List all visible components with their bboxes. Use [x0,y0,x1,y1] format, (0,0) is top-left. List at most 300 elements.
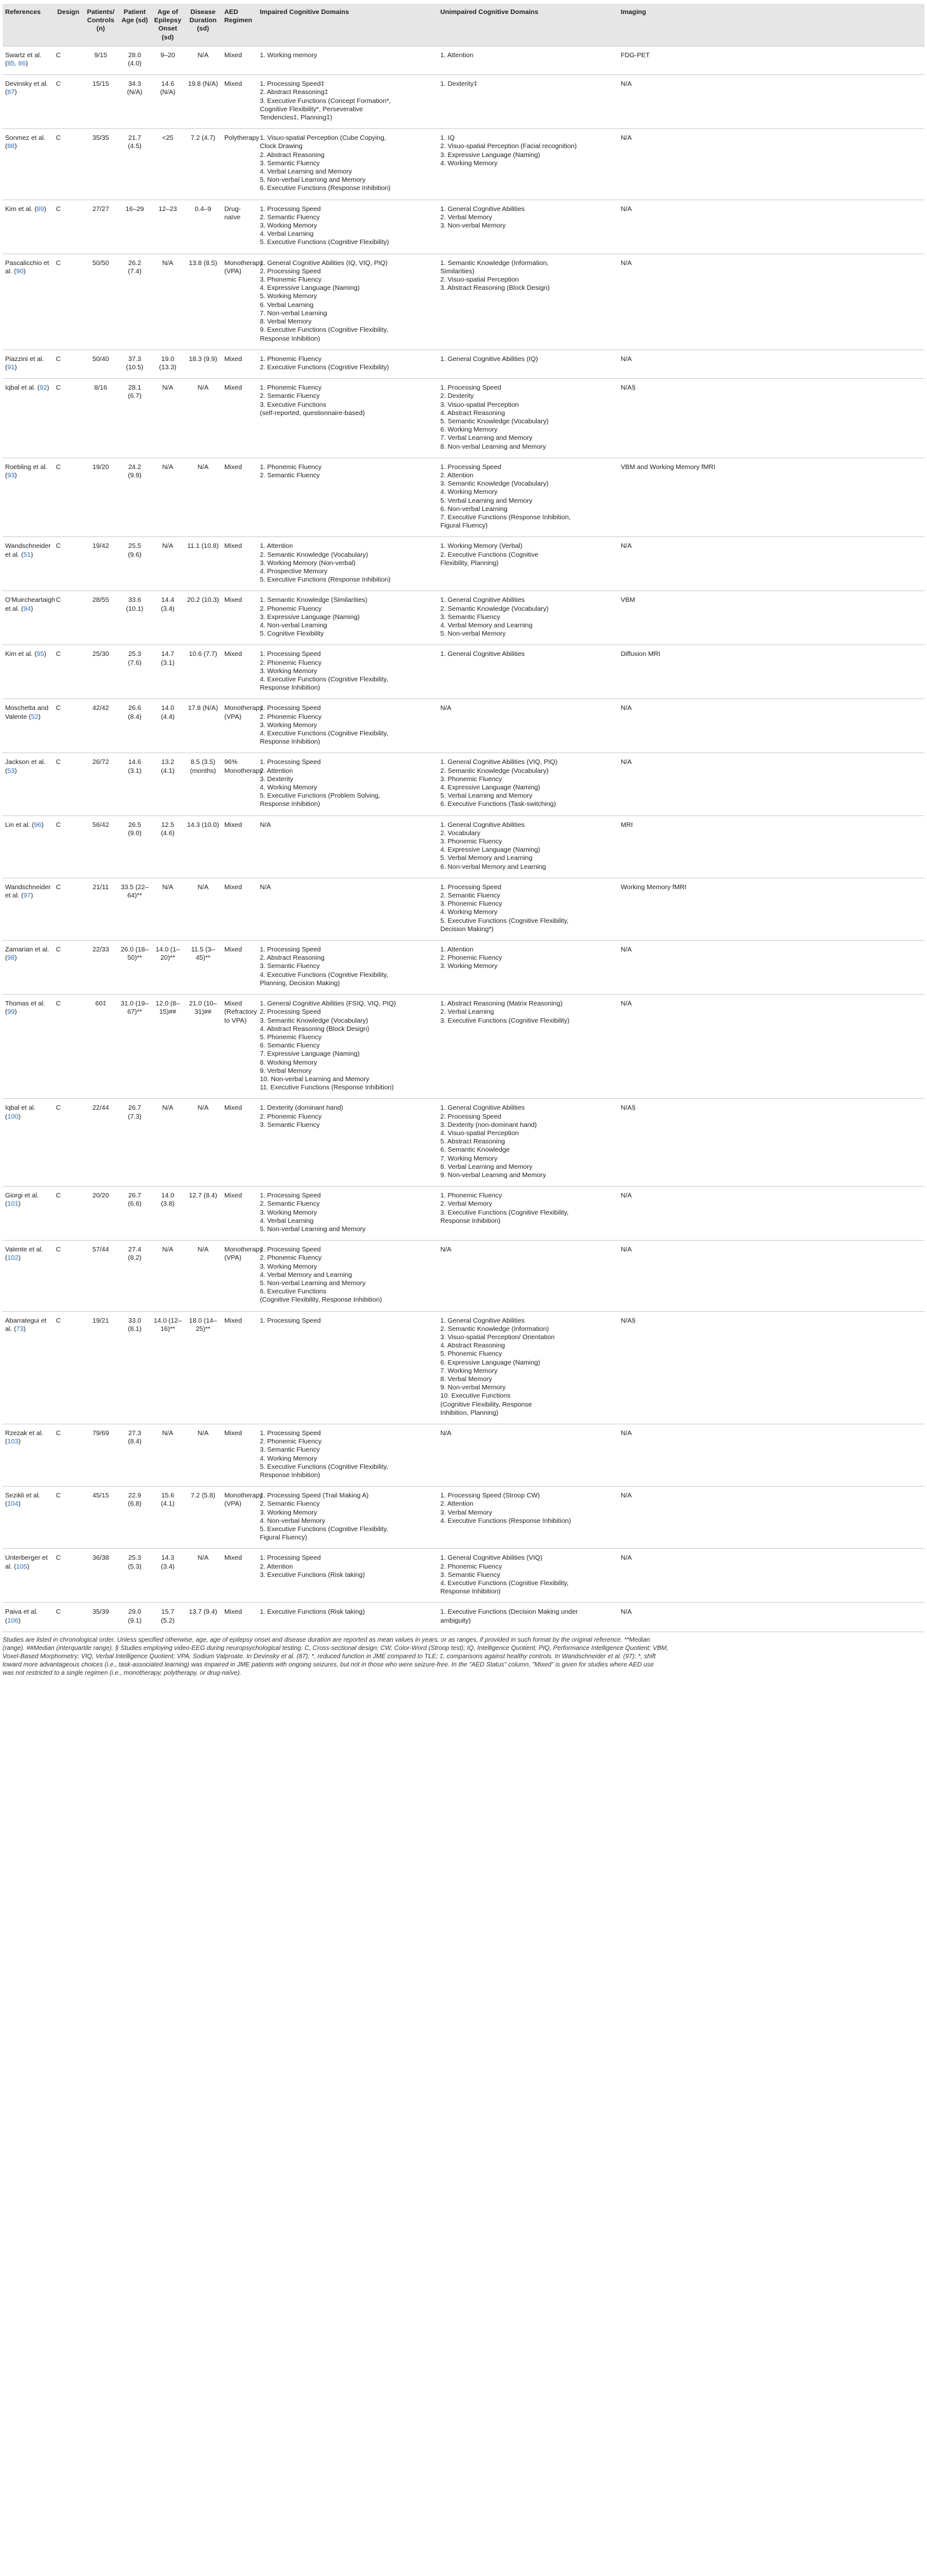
domain-item: 5. Verbal Learning and Memory [440,793,532,800]
domain-item: 2. Semantic Fluency [260,1501,320,1508]
domain-item: Response Inhibition) [260,1472,320,1480]
domain-item: N/A [260,883,271,891]
design-cell: C [53,1424,83,1487]
unimpaired-domains-cell [438,753,618,815]
domain-item: 5. Non-verbal Learning and Memory [260,177,366,184]
domain-item: 1. Attention [260,543,293,550]
reference-link[interactable]: 98 [7,955,15,962]
table-row [3,753,924,815]
impaired-domains-cell [257,1603,438,1632]
unimpaired-domains-list [440,463,616,531]
domain-item: 2. Verbal Memory [440,214,492,221]
domain-item: 3. Phonemic Fluency [260,276,322,284]
column-header: References [3,4,53,46]
impaired-domains-list [260,1608,435,1616]
epilepsy-onset-cell: 12.5 (4.6) [151,815,184,878]
table-row [3,878,924,940]
reference-authors: Jackson et al. [5,759,46,767]
domain-item: 6. Verbal Learning [260,301,314,309]
domain-item: 10. Executive Functions [440,1393,511,1400]
column-header: Patient Age (sd) [118,4,151,46]
reference-link[interactable]: 87 [7,89,15,97]
header-row [3,4,924,46]
unimpaired-domains-list [440,650,616,658]
unimpaired-domains-cell [438,645,618,699]
domain-item: 3. Executive Functions (Risk taking) [260,1571,365,1579]
imaging-cell: Working Memory fMRI [618,878,924,940]
imaging-cell: N/A [618,1603,924,1632]
unimpaired-domains-list [440,355,616,364]
impaired-domains-cell [257,995,438,1099]
domain-item: 2. Verbal Learning [440,1009,494,1016]
domain-item: 3. Executive Functions (Cognitive Flexibility, [440,1209,569,1216]
reference-link[interactable]: 102 [7,1255,18,1262]
impaired-domains-cell [257,350,438,378]
reference-authors: Giorgi et al. [5,1192,39,1200]
reference-link[interactable]: 85, 86 [7,60,26,68]
design-cell: C [53,941,83,995]
domain-item: 4. Verbal Memory and Learning [440,622,532,629]
table-row [3,815,924,878]
domain-item: 5. Executive Functions (Cognitive Flexibility, [440,917,569,925]
unimpaired-domains-list [440,1246,616,1254]
column-header: Unimpaired Cognitive Domains [438,4,618,46]
domain-item: 7. Non-verbal Learning [260,310,327,317]
disease-duration-cell: N/A [184,458,222,537]
reference-link[interactable]: 105 [16,1563,27,1571]
reference-link[interactable]: 91 [7,364,15,371]
impaired-domains-list [260,758,435,808]
domain-item: 4. Non-verbal Memory [260,1517,325,1525]
patients-controls-cell: 19/42 [83,537,118,591]
domain-item: 3. Dexterity (non-dominant hand) [440,1121,537,1129]
unimpaired-domains-list [440,704,616,712]
unimpaired-domains-cell [438,1549,618,1603]
domain-item: Response Inhibition) [260,685,320,692]
patients-controls-cell: 27/27 [83,200,118,254]
domain-item: 1. Processing Speed [440,385,501,392]
imaging-cell: Diffusion MRI [618,645,924,699]
patients-controls-cell: 21/11 [83,878,118,940]
reference-link[interactable]: 92 [39,385,47,392]
reference-cell: Paiva et al. (106) [3,1603,53,1632]
aed-regimen-cell: Mixed [222,458,257,537]
domain-item: 6. Non-verbal Memory and Learning [440,863,546,871]
domain-item: 9. Executive Functions (Cognitive Flexibility, [260,327,388,334]
footnote-line: Voxel-Based Morphometry; VIQ, Verbal Intelligence Quotient; VPA, Sodium Valproate. In Devinsky et al. (87): *, reduced function in JME compared to TLE; ‡, comparisons against healthy controls. In Wandschneider et al. (97): *, shift [3,1653,656,1660]
impaired-domains-list [260,463,435,480]
table-row [3,129,924,200]
domain-item: 3. Executive Functions [260,401,327,409]
domain-item: 1. Dexterity‡ [440,81,478,88]
domain-item: 4. Expressive Language (Naming) [260,285,360,292]
impaired-domains-list [260,1429,435,1480]
reference-link[interactable]: 88 [7,143,15,151]
disease-duration-cell: 13.7 (9.4) [184,1603,222,1632]
unimpaired-domains-list [440,758,616,808]
impaired-domains-list [260,1104,435,1129]
reference-authors: Kim et al. [5,205,33,213]
table-row [3,1424,924,1487]
domain-item: 8. Verbal Memory [260,318,312,326]
domain-item: 3. Semantic Fluency [260,160,320,167]
impaired-domains-cell [257,254,438,350]
table-row [3,200,924,254]
impaired-domains-cell [257,379,438,458]
patients-controls-cell: 35/39 [83,1603,118,1632]
impaired-domains-cell [257,1549,438,1603]
design-cell: C [53,591,83,645]
impaired-domains-list [260,1000,435,1092]
reference-authors: Unterberger et al. [5,1555,48,1571]
domain-item: 8. Verbal Memory [440,1376,492,1384]
domain-item: 4. Non-verbal Learning [260,622,327,629]
unimpaired-domains-cell [438,537,618,591]
reference-link[interactable]: 101 [7,1201,18,1208]
disease-duration-cell: 8.5 (3.5) (months) [184,753,222,815]
domain-item: Response Inhibition) [260,335,320,343]
unimpaired-domains-list [440,946,616,971]
domain-item: 1. Processing Speed [260,1430,321,1438]
aed-regimen-cell: Mixed [222,1424,257,1487]
reference-authors: Devinsky et al. [5,81,48,88]
domain-item: 1. General Cognitive Abilities [440,1105,525,1112]
reference-link[interactable]: 53 [7,767,15,775]
epilepsy-onset-cell: N/A [151,1424,184,1487]
footnote-line: was not restricted to a single regimen (i.e., monotherapy, polytherapy, or drug-naïve). [3,1669,241,1677]
domain-item: 1. General Cognitive Abilities (FSIQ, VIQ, PIQ) [260,1000,396,1008]
domain-item: 2. Semantic Knowledge (Vocabulary) [440,605,549,613]
design-cell: C [53,200,83,254]
reference-authors: Lin et al. [5,821,30,829]
domain-item: 6. Working Memory [440,426,497,434]
epilepsy-onset-cell: 13.2 (4.1) [151,753,184,815]
domain-item: 2. Semantic Fluency [260,393,320,400]
unimpaired-domains-list [440,1429,616,1438]
domain-item: 3. Visuo-spatial Perception [440,401,519,409]
patients-controls-cell: 56/42 [83,815,118,878]
domain-item: 4. Verbal Learning and Memory [260,168,352,176]
aed-regimen-cell: Mixed (Refractory to VPA) [222,995,257,1099]
design-cell: C [53,350,83,378]
epilepsy-onset-cell: N/A [151,537,184,591]
impaired-domains-list [260,384,435,418]
domain-item: 2. Visuo-spatial Perception (Facial recognition) [440,143,577,151]
domain-item: (self-reported, questionnaire-based) [260,409,365,417]
reference-cell: Swartz et al. (85, 86) [3,46,53,74]
reference-link[interactable]: 99 [7,1009,15,1016]
domain-item: 5. Executive Functions (Response Inhibition) [260,576,391,584]
domain-item: 2. Vocabulary [440,829,480,837]
reference-authors: O'Muircheartaigh et al. [5,597,55,613]
patient-age-cell: 16–29 [118,200,151,254]
domain-item: 2. Attention [440,1501,473,1508]
patients-controls-cell: 19/21 [83,1311,118,1424]
domain-item: 1. Working memory [260,51,317,59]
domain-item: 1. General Cognitive Abilities [440,205,525,213]
disease-duration-cell: 21.0 (10–31)## [184,995,222,1099]
design-cell: C [53,254,83,350]
reference-cell: Pascalicchio et al. (90) [3,254,53,350]
unimpaired-domains-list [440,259,616,293]
disease-duration-cell: 12.7 (8.4) [184,1187,222,1241]
reference-link[interactable]: 94 [23,605,31,613]
reference-authors: Iqbal et al. [5,385,36,392]
unimpaired-domains-cell [438,1241,618,1311]
domain-item: Response Inhibition) [260,801,320,808]
patient-age-cell: 34.3 (N/A) [118,75,151,129]
design-cell: C [53,699,83,753]
impaired-domains-list [260,1192,435,1234]
domain-item: 1. Executive Functions (Risk taking) [260,1609,365,1616]
domain-item: 1. Processing Speed [440,463,501,471]
reference-cell: Iqbal et al. (100) [3,1099,53,1187]
footnote-line: toward more advantageous choices (i.e., task-associated learning) was impaired in JME patients with ongoing seizures, but not in those who were seizure-free. In the "AED Status" column, "Mixed" is given for studies where AED use [3,1661,654,1668]
imaging-cell: N/A [618,1424,924,1487]
reference-cell: Kim et al. (89) [3,200,53,254]
epilepsy-onset-cell: 15.7 (5.2) [151,1603,184,1632]
domain-item: 5. Non-verbal Memory [440,630,506,638]
domain-item: 3. Executive Functions (Cognitive Flexibility) [440,1017,570,1025]
domain-item: Inhibition, Planning) [440,1409,499,1417]
patients-controls-cell: 45/15 [83,1487,118,1549]
reference-link[interactable]: 73 [16,1325,24,1333]
unimpaired-domains-cell [438,379,618,458]
domain-item: 4. Executive Functions (Cognitive Flexibility, [440,1580,569,1588]
reference-link[interactable]: 95 [36,651,44,658]
disease-duration-cell: 18.0 (14–25)** [184,1311,222,1424]
impaired-domains-cell [257,1311,438,1424]
domain-item: Similarities) [440,268,475,275]
unimpaired-domains-cell [438,350,618,378]
domain-item: 1. Visuo-spatial Perception (Cube Copying, [260,135,386,142]
impaired-domains-list [260,259,435,343]
unimpaired-domains-list [440,596,616,638]
domain-item: 1. General Cognitive Abilities [440,597,525,604]
reference-link[interactable]: 51 [23,551,31,559]
domain-item: 3. Phonemic Fluency [440,775,503,783]
reference-link[interactable]: 96 [34,821,42,829]
domain-item: 1. Phonemic Fluency [440,1192,503,1200]
design-cell: C [53,1187,83,1241]
domain-item: 3. Semantic Fluency [440,613,501,621]
domain-item: 7. Working Memory [440,1155,497,1162]
unimpaired-domains-cell [438,995,618,1099]
imaging-cell: N/A [618,129,924,200]
patients-controls-cell: 19/20 [83,458,118,537]
table-row [3,699,924,753]
domain-item: 1. General Cognitive Abilities (VIQ) [440,1555,543,1562]
aed-regimen-cell: Drug-naïve [222,200,257,254]
epilepsy-onset-cell: 9–20 [151,46,184,74]
reference-link[interactable]: 97 [23,892,31,900]
reference-link[interactable]: 100 [7,1113,18,1121]
domain-item: 2. Semantic Knowledge (Vocabulary) [440,767,549,775]
domain-item: 2. Processing Speed [260,268,321,275]
aed-regimen-cell: Mixed [222,815,257,878]
domain-item: 5. Non-verbal Learning and Memory [260,1225,366,1233]
domain-item: 5. Executive Functions (Cognitive Flexibility) [260,239,389,247]
aed-regimen-cell: Mixed [222,379,257,458]
patients-controls-cell: 50/50 [83,254,118,350]
reference-link[interactable]: 106 [7,1617,18,1625]
unimpaired-domains-cell [438,1187,618,1241]
domain-item: 6. Executive Functions (Response Inhibition) [260,185,391,193]
reference-link[interactable]: 104 [7,1501,18,1508]
domain-item: 2. Dexterity [440,393,474,400]
domain-item: 3. Semantic Knowledge (Vocabulary) [440,480,549,488]
patient-age-cell: 28.1 (6.7) [118,379,151,458]
reference-link[interactable]: 52 [30,713,39,721]
domain-item: 1. Processing Speed‡ [260,81,325,88]
design-cell: C [53,753,83,815]
domain-item: 1. General Cognitive Abilities [440,821,525,829]
reference-cell: Piazzini et al. (91) [3,350,53,378]
impaired-domains-list [260,1246,435,1304]
table-row [3,1549,924,1603]
domain-item: 1. Processing Speed [260,1555,321,1562]
domain-item: 3. Visuo-spatial Perception/ Orientation [440,1334,555,1341]
imaging-cell: N/A [618,350,924,378]
reference-authors: Valente et al. [5,1246,43,1254]
impaired-domains-cell [257,645,438,699]
patient-age-cell: 27.3 (8.4) [118,1424,151,1487]
domain-item: 7. Verbal Learning and Memory [440,435,532,442]
patients-controls-cell: 8/16 [83,379,118,458]
design-cell: C [53,537,83,591]
domain-item: 5. Executive Functions (Cognitive Flexibility, [260,1463,388,1471]
domain-item: 5. Non-verbal Learning and Memory [260,1279,366,1287]
imaging-cell: N/A§ [618,1099,924,1187]
domain-item: 4. Verbal Learning [260,1217,314,1225]
domain-item: 2. Semantic Knowledge (Vocabulary) [260,551,369,559]
reference-link[interactable]: 93 [7,472,15,479]
domain-item: 1. Working Memory (Verbal) [440,543,523,550]
aed-regimen-cell: Mixed [222,645,257,699]
patient-age-cell: 29.0 (9.1) [118,1603,151,1632]
studies-table [3,4,924,1632]
patient-age-cell: 26.7 (6.6) [118,1187,151,1241]
impaired-domains-list [260,821,435,829]
aed-regimen-cell: Mixed [222,75,257,129]
imaging-cell: N/A [618,753,924,815]
unimpaired-domains-list [440,1608,616,1625]
domain-item: 3. Semantic Knowledge (Vocabulary) [260,1017,369,1025]
unimpaired-domains-cell [438,46,618,74]
impaired-domains-cell [257,1187,438,1241]
reference-cell: Jackson et al. (53) [3,753,53,815]
domain-item: 4. Abstract Reasoning [440,409,505,417]
domain-item: 3. Working Memory [260,1209,317,1216]
patients-controls-cell: 26/72 [83,753,118,815]
patients-controls-cell: 25/30 [83,645,118,699]
aed-regimen-cell: Mixed [222,1099,257,1187]
domain-item: 4. Verbal Memory and Learning [260,1271,352,1279]
domain-item: 6. Expressive Language (Naming) [440,1359,541,1366]
impaired-domains-cell [257,1241,438,1311]
unimpaired-domains-list [440,821,616,871]
domain-item: 1. Processing Speed [260,759,321,767]
domain-item: 2. Visuo-spatial Perception [440,276,519,284]
aed-regimen-cell: Mixed [222,591,257,645]
domain-item: N/A [260,821,271,829]
impaired-domains-cell [257,537,438,591]
table-row [3,1241,924,1311]
unimpaired-domains-list [440,51,616,60]
imaging-cell: N/A [618,1241,924,1311]
domain-item: 1. Semantic Knowledge (Information, [440,259,549,267]
reference-link[interactable]: 89 [36,205,44,213]
reference-cell: Abarrategui et al. (73) [3,1311,53,1424]
aed-regimen-cell: Mixed [222,941,257,995]
disease-duration-cell: 19.8 (N/A) [184,75,222,129]
domain-item: N/A [440,705,452,712]
patient-age-cell: 33.6 (10.1) [118,591,151,645]
domain-item: Flexibility, Planning) [440,559,499,567]
table-row [3,254,924,350]
design-cell: C [53,815,83,878]
domain-item: N/A [440,1246,452,1254]
unimpaired-domains-cell [438,458,618,537]
epilepsy-onset-cell: 14.0 (4.4) [151,699,184,753]
design-cell: C [53,1603,83,1632]
impaired-domains-list [260,704,435,746]
domain-item: 5. Executive Functions (Cognitive Flexibility, [260,1526,388,1534]
imaging-cell: N/A [618,1549,924,1603]
patient-age-cell: 26.2 (7.4) [118,254,151,350]
disease-duration-cell: N/A [184,878,222,940]
reference-authors: Swartz et al. [5,51,42,59]
patient-age-cell: 33.5 (22–64)** [118,878,151,940]
epilepsy-onset-cell: N/A [151,254,184,350]
domain-item: 4. Executive Functions (Cognitive Flexibility, [260,971,388,979]
domain-item: 3. Non-verbal Memory [440,222,506,230]
domain-item: 1. Processing Speed [440,883,501,891]
impaired-domains-list [260,883,435,892]
impaired-domains-cell [257,941,438,995]
domain-item: Response Inhibition) [440,1588,501,1596]
patients-controls-cell: 35/35 [83,129,118,200]
reference-link[interactable]: 90 [16,268,24,275]
impaired-domains-cell [257,753,438,815]
imaging-cell: N/A [618,537,924,591]
domain-item: 4. Executive Functions (Cognitive Flexibility, [260,676,388,683]
epilepsy-onset-cell: 19.0 (13.3) [151,350,184,378]
domain-item: 2. Attention [440,472,473,479]
reference-link[interactable]: 103 [7,1438,18,1446]
domain-item: 2. Phonemic Fluency [260,1438,322,1446]
design-cell: C [53,129,83,200]
reference-cell: Wandschneider et al. (97) [3,878,53,940]
domain-item: 5. Abstract Reasoning [440,1138,505,1146]
epilepsy-onset-cell: 14.0 (1–20)** [151,941,184,995]
domain-item: 4. Working Memory [440,160,497,167]
column-header: Disease Duration (sd) [184,4,222,46]
imaging-cell: N/A§ [618,379,924,458]
domain-item: 1. Processing Speed [260,1246,321,1254]
design-cell: C [53,458,83,537]
domain-item: 7. Expressive Language (Naming) [260,1051,360,1058]
domain-item: 4. Abstract Reasoning (Block Design) [260,1025,370,1033]
domain-item: Clock Drawing [260,143,302,151]
domain-item: 3. Working Memory [440,963,497,971]
impaired-domains-list [260,596,435,638]
imaging-cell: N/A [618,254,924,350]
unimpaired-domains-list [440,205,616,231]
domain-item: 1. Phonemic Fluency [260,355,322,363]
column-header: Age of Epilepsy Onset (sd) [151,4,184,46]
domain-item: Response Inhibition) [440,1217,501,1225]
